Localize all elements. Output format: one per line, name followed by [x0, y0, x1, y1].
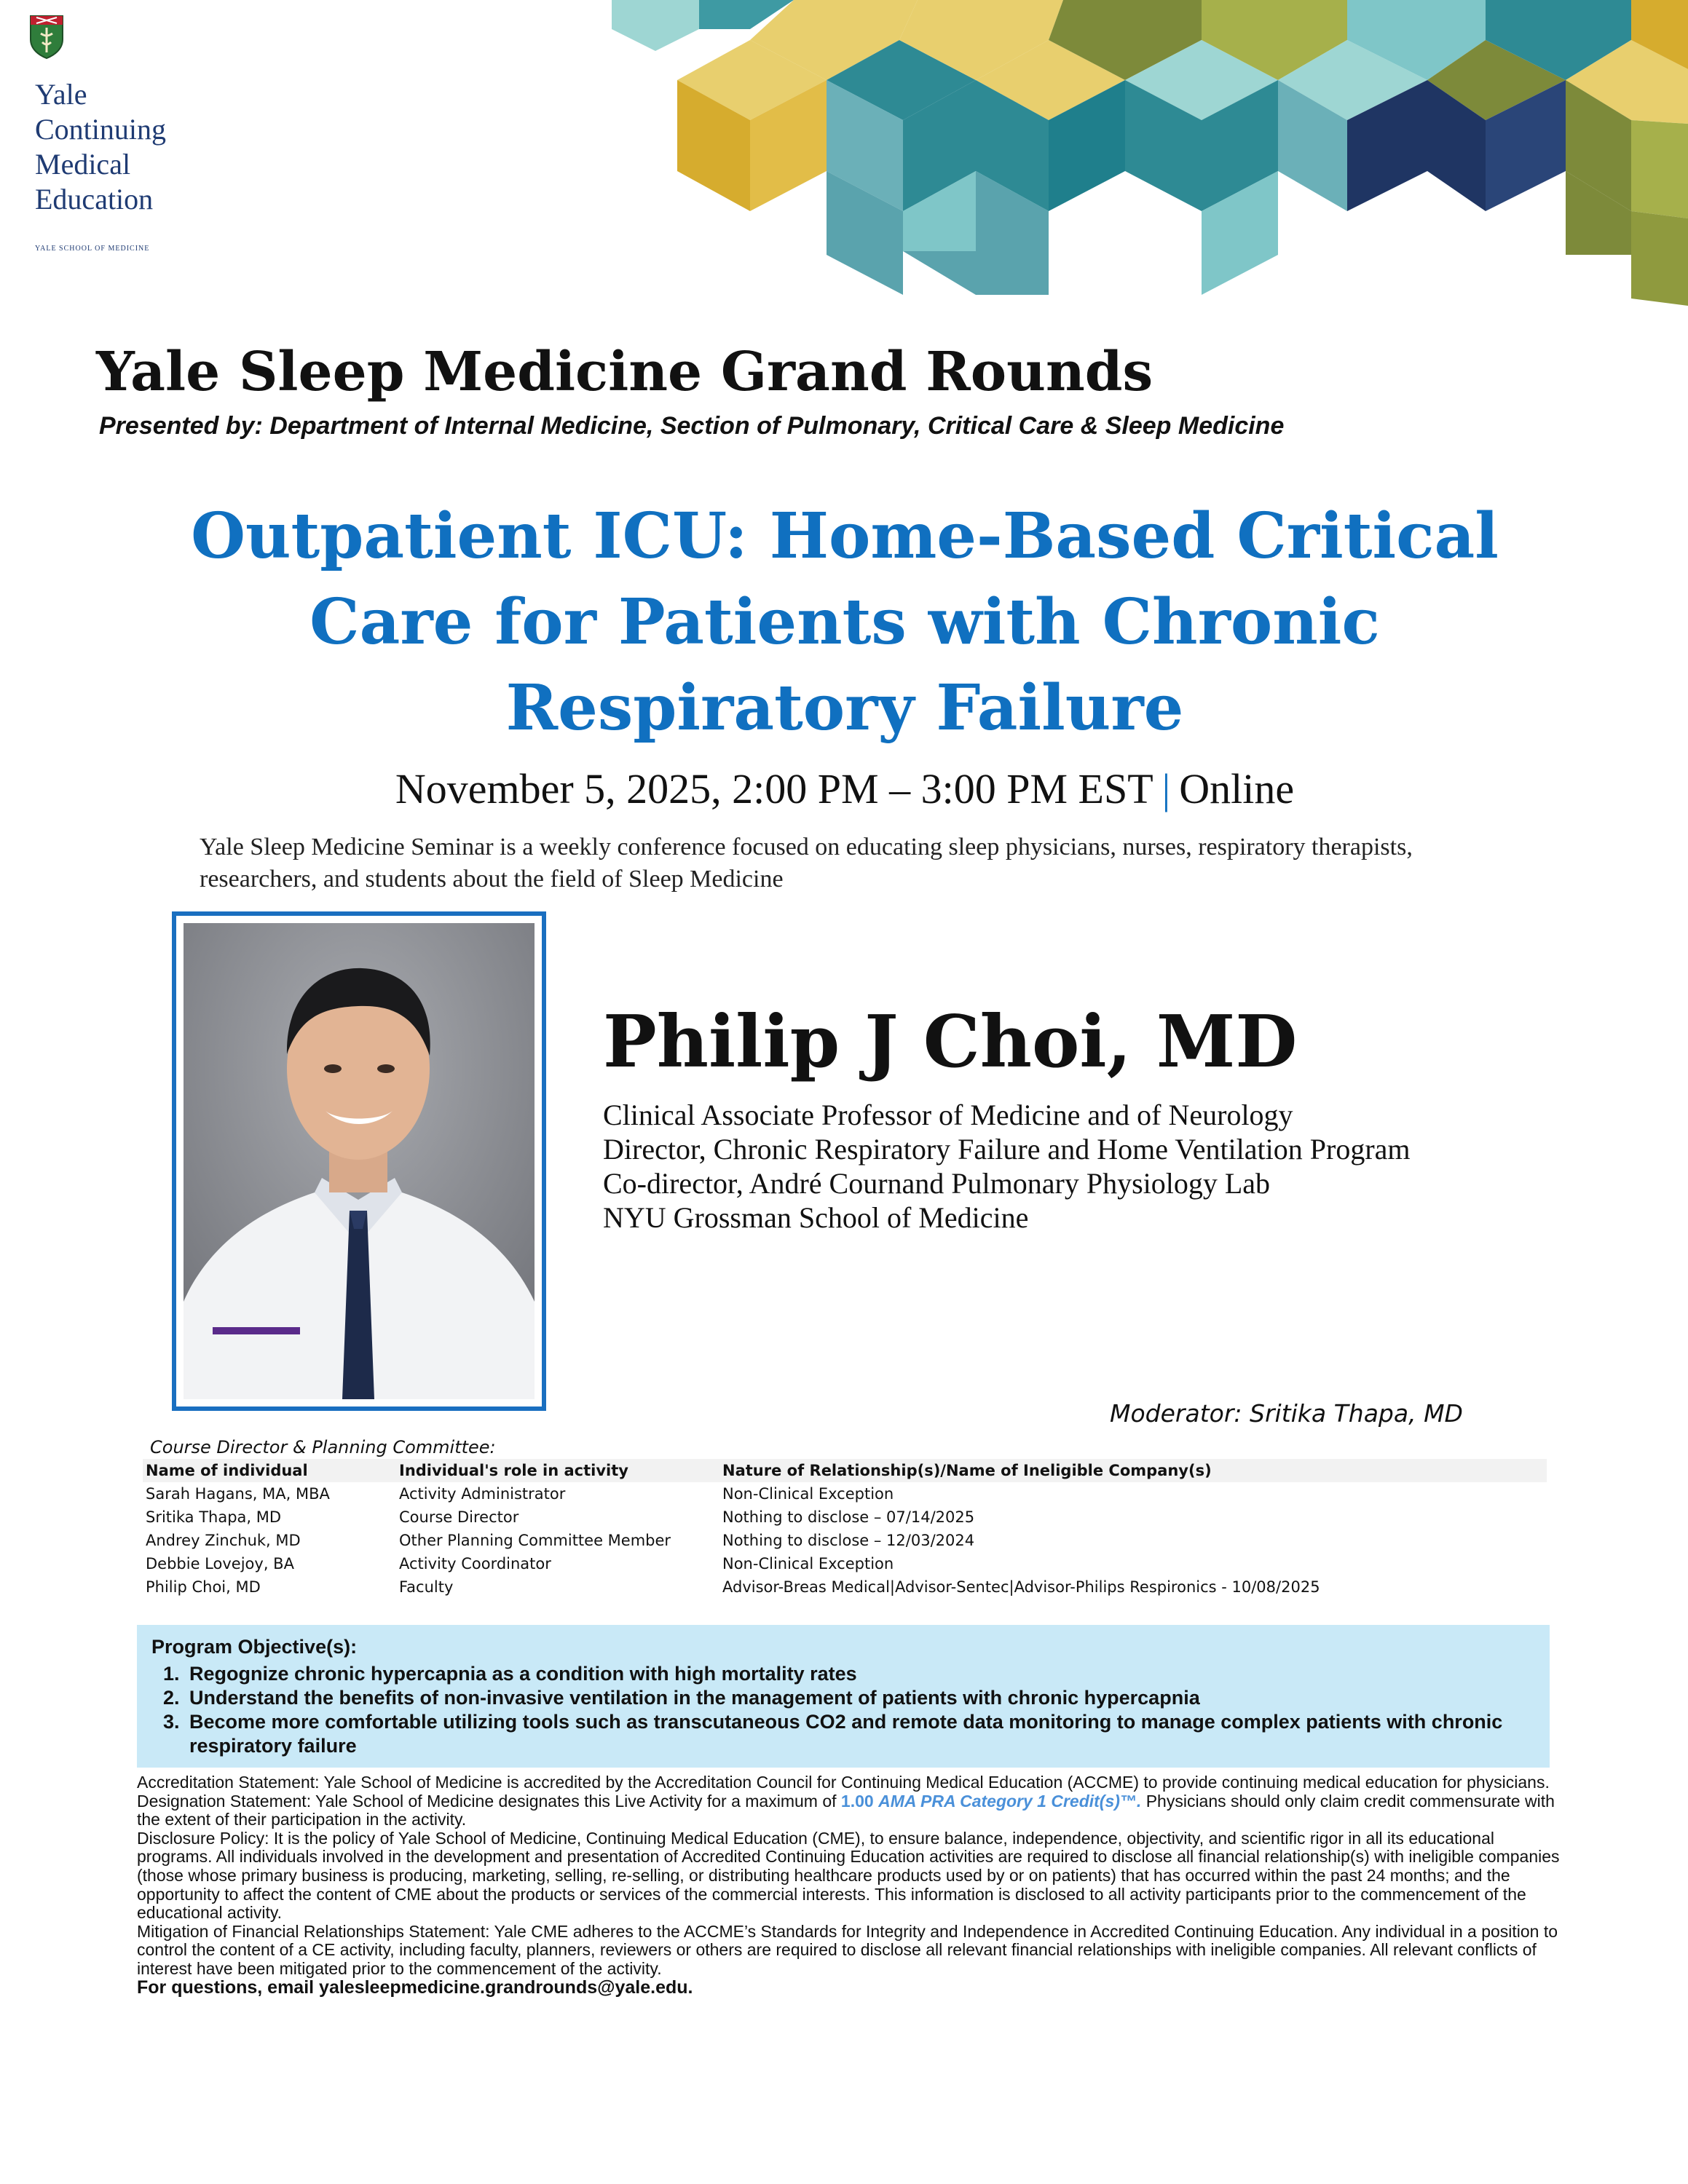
- credit-amount: 1.00: [840, 1791, 874, 1811]
- table-cell: Nothing to disclose – 12/03/2024: [722, 1532, 975, 1549]
- table-cell: Sritika Thapa, MD: [146, 1508, 282, 1526]
- talk-title: [102, 494, 1588, 751]
- mitigation-statement: Mitigation of Financial Relationships Statement: Yale CME adheres to the ACCME’s Standards for Integrity and Independence in Accredited Continuing Education. Any individual in a position to control the content of a CE activity, including faculty, planners, reviewers or others are required to disclose all relevant financial relationships with ineligible companies. All relevant conflicts of interest have been mitigated prior to the commencement of the activity.: [137, 1921, 1558, 1978]
- yale-shield-icon: [29, 15, 64, 60]
- table-cell: Course Director: [399, 1508, 519, 1526]
- logo-line: Education: [35, 183, 154, 215]
- table-row: [143, 1482, 1547, 1506]
- speaker-name: Philip J Choi, MD: [603, 1000, 1298, 1084]
- series-title: Yale Sleep Medicine Grand Rounds: [96, 341, 1153, 403]
- talk-title-line: Outpatient ICU: Home-Based Critical: [191, 499, 1499, 573]
- objectives-list: [151, 1662, 1535, 1758]
- table-row: [143, 1575, 1547, 1599]
- program-objectives: [137, 1625, 1550, 1768]
- talk-title-line: Care for Patients with Chronic: [309, 585, 1380, 659]
- table-row: [143, 1529, 1547, 1552]
- designation-text-end: Physicians should only claim credit commensurate with the extent of their participation in the activity.: [137, 1791, 1555, 1829]
- column-header: Name of individual: [143, 1459, 396, 1482]
- table-cell: Philip Choi, MD: [146, 1578, 261, 1596]
- table-cell: Debbie Lovejoy, BA: [146, 1555, 294, 1572]
- table-cell: Activity Coordinator: [399, 1555, 551, 1572]
- event-datetime: November 5, 2025, 2:00 PM – 3:00 PM EST: [395, 765, 1153, 812]
- separator: |: [1162, 765, 1171, 812]
- table-cell: Advisor-Breas Medical|Advisor-Sentec|Advisor-Philips Respironics - 10/08/2025: [722, 1578, 1320, 1596]
- logo-line: Medical: [35, 148, 131, 181]
- cube-face: [612, 0, 699, 51]
- table-cell: Nothing to disclose – 07/14/2025: [722, 1508, 975, 1526]
- credit-name: AMA PRA Category 1 Credit(s)™.: [878, 1791, 1142, 1811]
- event-datetime-location: [102, 764, 1588, 813]
- cube-face: [1631, 211, 1688, 306]
- committee-heading: Course Director & Planning Committee:: [150, 1437, 496, 1457]
- speaker-title-line: Director, Chronic Respiratory Failure and Home Ventilation Program: [603, 1133, 1411, 1166]
- event-location: Online: [1179, 765, 1295, 812]
- table-row: [143, 1506, 1547, 1529]
- table-cell: Activity Administrator: [399, 1485, 566, 1503]
- speaker-title-line: NYU Grossman School of Medicine: [603, 1201, 1029, 1234]
- designation-text: Designation Statement: Yale School of Medicine designates this Live Activity for a maximum of: [137, 1791, 837, 1811]
- logo-wordmark: [35, 77, 166, 217]
- talk-title-line: Respiratory Failure: [505, 671, 1184, 745]
- moderator: Moderator: Sritika Thapa, MD: [1110, 1399, 1463, 1428]
- column-header: Nature of Relationship(s)/Name of Ineligible Company(s): [719, 1459, 1547, 1482]
- objectives-heading: Program Objective(s):: [151, 1636, 358, 1658]
- table-cell: Non-Clinical Exception: [722, 1485, 894, 1503]
- speaker-title-line: Co-director, André Cournand Pulmonary Physiology Lab: [603, 1167, 1271, 1200]
- designation-statement: [137, 1792, 1564, 1829]
- objective-item: 2. Understand the benefits of non-invasive ventilation in the management of patients with chronic hypercapnia: [185, 1686, 1535, 1710]
- committee-table: [143, 1459, 1547, 1599]
- speaker-portrait-illustration: [184, 923, 535, 1399]
- table-row: [143, 1552, 1547, 1575]
- objective-item: 1. Regognize chronic hypercapnia as a condition with high mortality rates: [185, 1662, 1535, 1686]
- yale-cme-logo: [26, 10, 216, 253]
- logo-subtitle: YALE SCHOOL OF MEDICINE: [35, 245, 150, 253]
- accreditation-statement: Accreditation Statement: Yale School of Medicine is accredited by the Accreditation Council for Continuing Medical Education (ACCME) to provide continuing medical education for physicians.: [137, 1773, 1550, 1792]
- table-cell: Sarah Hagans, MA, MBA: [146, 1485, 330, 1503]
- disclosure-policy: Disclosure Policy: It is the policy of Yale School of Medicine, Continuing Medical Education (CME), to ensure balance, independence, objectivity, and scientific rigor in all its educational programs. All individuals involved in the development and presentation of Accredited Continuing Education activities are required to disclose all financial relationship(s) with ineligible companies (those whose primary business is producing, marketing, selling, re-selling, or distributing healthcare products used by or on patients) that has occurred within the past 24 months; and the opportunity to affect the content of CME about the products or services of the commercial interests. This information is disclosed to all activity participants prior to the commencement of the educational activity.: [137, 1828, 1560, 1923]
- table-header-row: [143, 1459, 1547, 1482]
- speaker-title-line: Clinical Associate Professor of Medicine and of Neurology: [603, 1099, 1293, 1131]
- speaker-photo-frame: [172, 911, 546, 1411]
- cube-face: [1631, 120, 1688, 218]
- presented-by: Presented by: Department of Internal Medicine, Section of Pulmonary, Critical Care & Sleep Medicine: [99, 412, 1285, 440]
- seminar-description: Yale Sleep Medicine Seminar is a weekly conference focused on educating sleep physicians, nurses, respiratory therapists, researchers, and students about the field of Sleep Medicine: [200, 834, 1413, 893]
- speaker-titles: [603, 1098, 1411, 1235]
- table-cell: Other Planning Committee Member: [399, 1532, 671, 1549]
- table-cell: Non-Clinical Exception: [722, 1555, 894, 1572]
- speaker-photo: [184, 923, 535, 1399]
- table-cell: Andrey Zinchuk, MD: [146, 1532, 301, 1549]
- logo-line: Continuing: [35, 113, 167, 146]
- objective-item: 3. Become more comfortable utilizing tools such as transcutaneous CO2 and remote data monitoring to manage complex patients with chronic respiratory failure: [185, 1710, 1535, 1758]
- contact-email: For questions, email yalesleepmedicine.grandrounds@yale.edu.: [137, 1977, 693, 1998]
- table-cell: Faculty: [399, 1578, 454, 1596]
- logo-line: Yale: [35, 78, 87, 111]
- column-header: Individual's role in activity: [396, 1459, 719, 1482]
- legal-statements: [137, 1773, 1564, 1997]
